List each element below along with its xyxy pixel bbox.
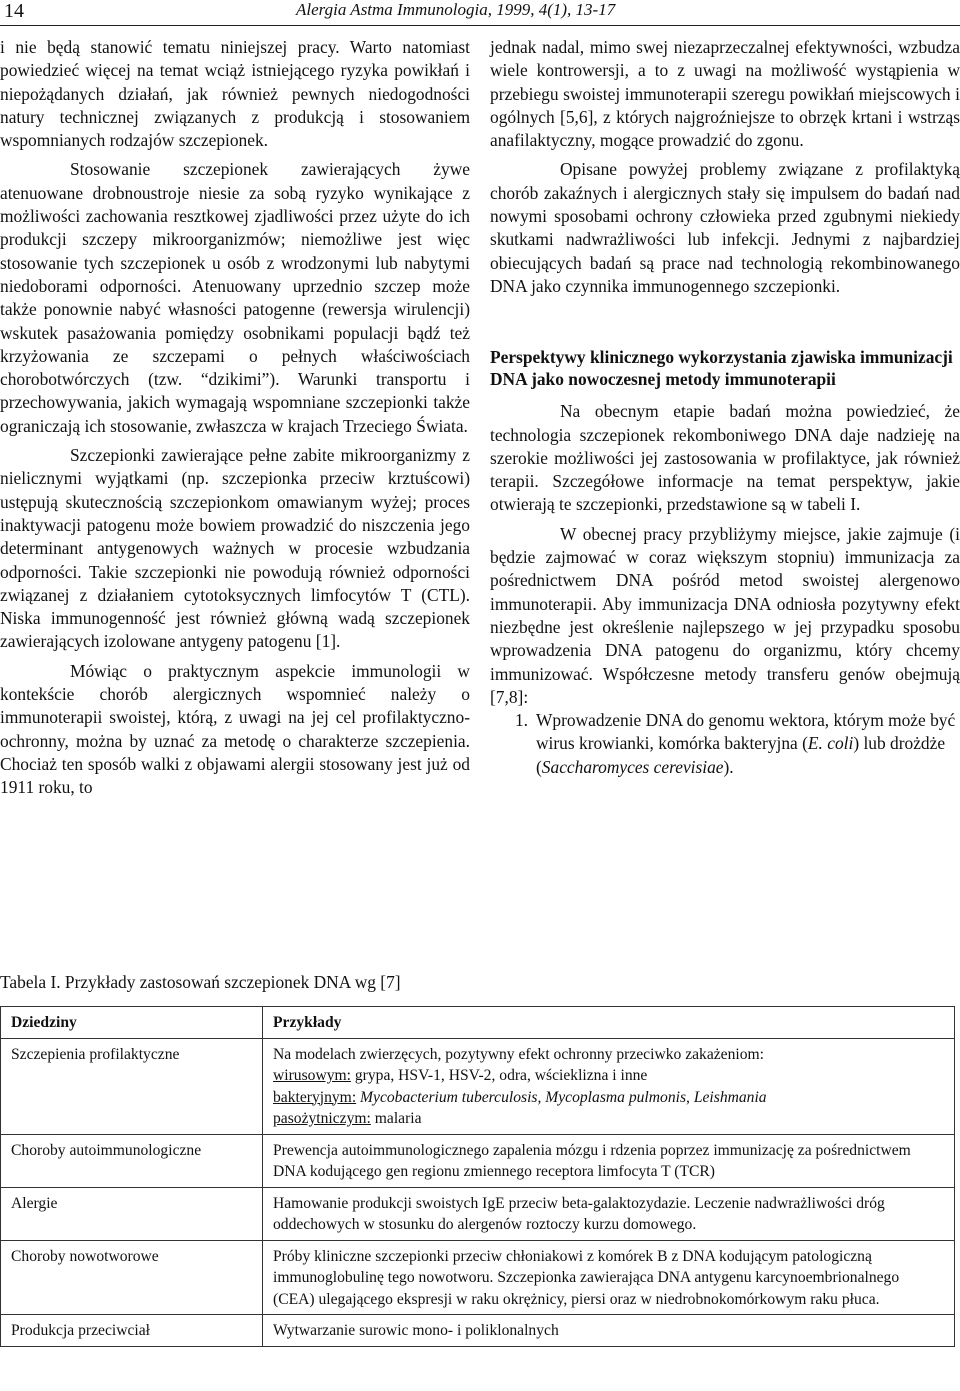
right-column	[490, 36, 960, 779]
journal-citation: Alergia Astma Immunologia, 1999, 4(1), 13-17	[296, 0, 616, 19]
paragraph: Szczepionki zawierające pełne zabite mikroorganizmy z nielicznymi wyjątkami (np. szczepionka przeciw krztuścowi) ustępują skutecznością szczepionkom omawianym wyżej; proces inaktywacji patogenu może bowiem prowadzić do niszczenia jego determinant antygenowych ważnych w procesie wzbudzania odporności. Takie szczepionki nie powodują również odporności związanej z działaniem cytotoksycznych limfocytów T (CTL). Niska immunogenność jest również główną wadą szczepionek zawierających izolowane antygeny patogenu [1].	[0, 445, 470, 652]
list-text: Wprowadzenie DNA do genomu wektora, którym może być wirus krowianki, komórka bakteryjna (E. coli) lub drożdże (Saccharomyces cerevisiae).	[536, 710, 956, 777]
table-caption: Tabela I. Przykłady zastosowań szczepionek DNA wg [7]	[0, 972, 401, 992]
cell-line: wirusowym: grypa, HSV-1, HSV-2, odra, wścieklizna i inne	[273, 1067, 648, 1084]
paragraph: Na obecnym etapie badań można powiedzieć, że technologia szczepionek rekomboniwego DNA daje nadzieję na szerokie możliwości jej zastosowania w profilaktyce, jak również terapii. Szczegółowe informacje na temat perspektyw, jakie otwierają te szczepionki, przedstawione są w tabeli I.	[490, 401, 960, 515]
table-header-row	[1, 1007, 955, 1039]
table-row	[1, 1134, 955, 1187]
table-cell-examples	[263, 1038, 955, 1134]
column-header: Dziedziny	[1, 1007, 263, 1039]
header-rule	[0, 25, 960, 26]
page-number: 14	[4, 0, 24, 22]
paragraph: jednak nadal, mimo swej niezaprzeczalnej efektywności, wzbudza wiele kontrowersji, a to z uwagi na możliwość wystąpienia w przebiegu swoistej immunoterapii szeregu powikłań miejscowych i ogólnych [5,6], z których najgroźniejsze to obrzęk krtani i wstrząs anafilaktyczny, mogące prowadzić do zgonu.	[490, 37, 960, 151]
section-heading: Perspektywy klinicznego wykorzystania zjawiska immunizacji DNA jako nowoczesnej metody immunoterapii	[490, 347, 953, 390]
table-cell-domain: Produkcja przeciwciał	[1, 1315, 263, 1347]
cell-line: bakteryjnym: Mycobacterium tuberculosis, Mycoplasma pulmonis, Leishmania	[273, 1088, 767, 1106]
table-cell-domain: Alergie	[1, 1187, 263, 1240]
cell-line: pasożytniczym: malaria	[273, 1110, 422, 1127]
paragraph: i nie będą stanowić tematu niniejszej pracy. Warto natomiast powiedzieć więcej na temat wciąż istniejącego ryzyka powikłań i niepożądanych działań, jak również pewnych niedogodności natury technicznej związanych z produkcją i stosowaniem wspomnianych rodzajów szczepionek.	[0, 37, 470, 151]
table-row	[1, 1187, 955, 1240]
page-header	[0, 0, 960, 26]
table-cell-domain: Choroby autoimmunologiczne	[1, 1134, 263, 1187]
list-item	[490, 709, 960, 779]
table-cell-examples: Hamowanie produkcji swoistych IgE przeciw beta-galaktozydazie. Leczenie nadwrażliwości dróg oddechowych w stosunku do alergenów roztoczy kurzu domowego.	[263, 1187, 955, 1240]
table-cell-domain: Choroby nowotworowe	[1, 1240, 263, 1315]
paragraph: Stosowanie szczepionek zawierających żywe atenuowane drobnoustroje niesie za sobą ryzyko wynikające z możliwości zachowania resztkowej zjadliwości przez użyte do ich produkcji szczepy mikroorganizmów; niemożliwe jest więc stosowanie tych szczepionek u osób z wrodzonymi lub nabytymi niedoborami odporności. Atenuowany uprzednio szczep może także ponownie nabyć własności patogenne (rewersja wirulencji) wskutek pasażowania pomiędzy osobnikami populacji bądź też krzyżowania ze szczepami o pełnych właściwościach chorobotwórczych (tzw. “dzikimi”). Warunki transportu i przechowywania, jakich wymagają wspomniane szczepionki także ograniczają ich stosowanie, zwłaszcza w krajach Trzeciego Świata.	[0, 159, 470, 436]
left-column	[0, 36, 470, 800]
table-cell-examples: Prewencja autoimmunologicznego zapalenia mózgu i rdzenia poprzez immunizację za pośrednictwem DNA kodującego gen regionu zmiennego receptora limfocyta T (TCR)	[263, 1134, 955, 1187]
paragraph: W obecnej pracy przybliżymy miejsce, jakie zajmuje (i będzie zajmować w coraz większym stopniu) immunizacja za pośrednictwem DNA pośród metod swoistej alergenowo immunoterapii. Aby immunizacja DNA odniosła pozytywny efekt niezbędne jest określenie najlepszego w jej przypadku sposobu wprowadzenia DNA patogenu do organizmu, który chcemy immunizować. Współczesne metody transferu genów obejmują [7,8]:	[490, 523, 960, 707]
table-cell-examples: Wytwarzanie surowic mono- i poliklonalnych	[263, 1315, 955, 1347]
table-row	[1, 1240, 955, 1315]
table-cell-examples: Próby kliniczne szczepionki przeciw chłoniakowi z komórek B z DNA kodującym patologiczną immunoglobulinę tego nowotworu. Szczepionka zawierająca DNA antygenu karcynoembrionalnego (CEA) ulegającego ekspresji w raku okrężnicy, piersi oraz w niedrobnokomórkowym raku płuca.	[263, 1240, 955, 1315]
paragraph: Opisane powyżej problemy związane z profilaktyką chorób zakaźnych i alergicznych stały się impulsem do badań nad nowymi sposobami ochrony człowieka przed zgubnymi niekiedy skutkami nadwrażliwości lub infekcji. Jednymi z najbardziej obiecujących badań są prace nad technologią rekombinowanego DNA jako czynnika immunogennego szczepionki.	[490, 159, 960, 296]
table-row	[1, 1315, 955, 1347]
list-number: 1.	[514, 710, 528, 731]
table-row	[1, 1038, 955, 1134]
column-header: Przykłady	[263, 1007, 955, 1039]
table-cell-domain: Szczepienia profilaktyczne	[1, 1038, 263, 1134]
paragraph: Mówiąc o praktycznym aspekcie immunologii w kontekście chorób alergicznych wspomnieć należy o immunoterapii swoistej, którą, z uwagi na jej cel profilaktyczno-ochronny, można by uznać za metodę o charakterze szczepienia. Chociaż ten sposób walki z objawami alergii stosowany jest już od 1911 roku, to	[0, 660, 470, 798]
cell-line: Na modelach zwierzęcych, pozytywny efekt ochronny przeciwko zakażeniom:	[273, 1045, 764, 1063]
examples-table	[0, 1006, 955, 1347]
